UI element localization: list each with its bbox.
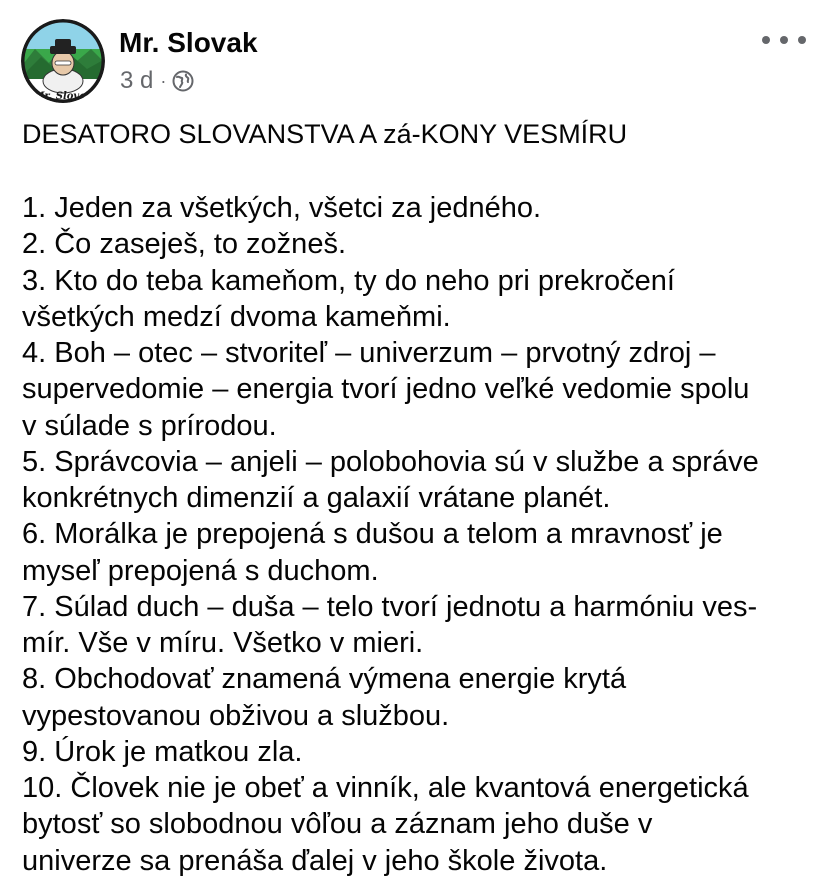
- post-timestamp[interactable]: 3 d: [120, 67, 154, 94]
- author-name[interactable]: Mr. Slovak: [119, 27, 258, 58]
- post-text-line: konkrétnych dimenzií a galaxií vrátane planét.: [22, 482, 611, 514]
- post-text-line: mír. Vše v míru. Všetko v mieri.: [22, 627, 424, 659]
- more-options-icon[interactable]: [762, 28, 806, 52]
- post-text-line: vypestovanou obživou a službou.: [22, 699, 450, 732]
- post-text-line: 5. Správcovia – anjeli – polobohovia sú v službe a správe: [22, 445, 759, 478]
- post-text-line: 10. Človek nie je obeť a vinník, ale kvantová energetická: [22, 772, 749, 804]
- post-text-line: 8. Obchodovať znamená výmena energie krytá: [22, 663, 627, 696]
- post-meta: [120, 67, 194, 95]
- post-text-line: myseľ prepojená s duchom.: [22, 554, 379, 587]
- globe-icon[interactable]: [172, 70, 194, 92]
- post-body: [22, 190, 822, 879]
- post-text-line: 2. Čo zaseješ, to zožneš.: [22, 228, 346, 261]
- post-text-line: 9. Úrok je matkou zla.: [22, 735, 303, 768]
- meta-separator: ·: [160, 71, 167, 91]
- avatar[interactable]: [21, 19, 105, 103]
- post-text-line: 7. Súlad duch – duša – telo tvorí jednotu a harmóniu ves-: [22, 590, 758, 623]
- post-text-line: v súlade s prírodou.: [22, 409, 277, 442]
- more-dot: [780, 36, 788, 44]
- post-text-line: 6. Morálka je prepojená s dušou a telom a mravnosť je: [22, 518, 723, 551]
- more-dot: [798, 36, 806, 44]
- avatar-image: [21, 19, 105, 103]
- post-text-line: supervedomie – energia tvorí jedno veľké vedomie spolu: [22, 373, 750, 406]
- post-text-line: 4. Boh – otec – stvoriteľ – univerzum – prvotný zdroj –: [22, 337, 716, 369]
- post-text-line: univerze sa prenáša ďalej v jeho škole života.: [22, 844, 608, 877]
- post-text-line: všetkých medzí dvoma kameňmi.: [22, 300, 451, 333]
- post-text-line: bytosť so slobodnou vôľou a záznam jeho duše v: [22, 808, 653, 841]
- post-title: DESATORO SLOVANSTVA A zá-KONY VESMÍRU: [22, 119, 628, 149]
- post-text-line: 3. Kto do teba kameňom, ty do neho pri prekročení: [22, 264, 675, 297]
- avatar-logo-text: Mr. Slovak: [33, 91, 93, 102]
- post-text-line: 1. Jeden za všetkých, všetci za jedného.: [22, 192, 542, 224]
- more-dot: [762, 36, 770, 44]
